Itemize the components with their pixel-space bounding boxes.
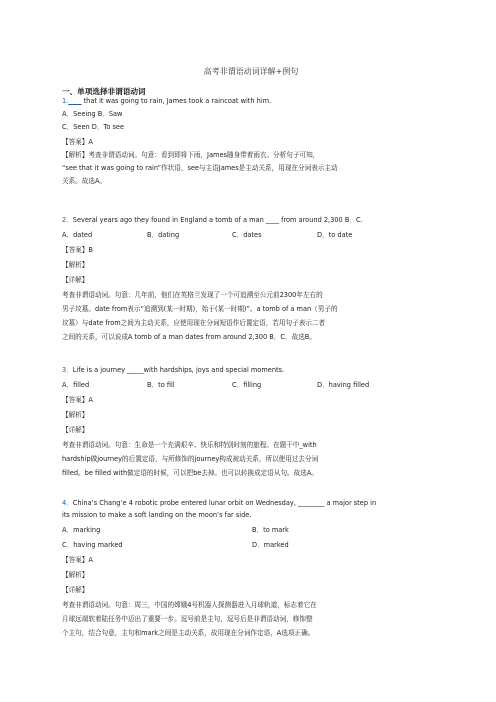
question-4-explanation-3: 个主句，结合句意，主句和mark之间是主动关系，故用现在分词作定语，A选项正确。 <box>62 629 315 637</box>
question-3-explanation-3: filled。be filled with做定语的时候，可以把be去掉。也可以转换成定语从句。故选A。 <box>62 469 318 477</box>
question-1-blank: ____ <box>68 97 82 105</box>
question-3-number: 3． <box>62 366 73 374</box>
question-3-analysis: 【解析】 <box>62 411 89 419</box>
question-4-explanation-1: 考查非谓语动词。句意：周三，中国的嫦娥4号机器人探测器进入月球轨道，标志着它在 <box>62 601 317 609</box>
question-4-number: 4． <box>62 499 73 507</box>
question-3-option-c: C．filling <box>232 381 262 389</box>
question-1-text: that it was going to rain, James took a raincoat with him. <box>81 97 272 105</box>
question-3-explanation-2: hardship做journey的后置定语，与所修饰的journey构成被动关系，所以使用过去分词 <box>62 455 319 463</box>
question-3-option-a: A．filled <box>62 381 90 389</box>
question-1-explanation-1: 【解析】考查非谓语动词。句意：看到即将下雨，James随身带着雨衣。分析句子可知， <box>62 151 320 159</box>
question-2-option-c: C．dates <box>232 231 262 239</box>
question-3-text: Life is a journey _____with hardships, joys and special moments. <box>72 366 285 374</box>
question-1-explanation-2: “see that it was going to rain”作状语，see与主语James是主动关系，用现在分词表示主动 <box>62 164 338 172</box>
question-4-option-d: D．marked <box>252 541 289 549</box>
question-3-option-b: B．to fill <box>147 381 175 389</box>
question-2-option-b: B．dating <box>147 231 180 239</box>
question-3-explanation-1: 考查非谓语动词。句意：生命是一个充满艰辛、快乐和特别时刻的旅程。在题干中_with <box>62 441 317 449</box>
question-1-explanation-3: 关系。故选A。 <box>62 177 107 185</box>
question-2-explanation-2: 男子坟墓。date from表示“追溯到(某一时期)，始于(某一时期)”。a tomb of a man（男子的 <box>62 305 338 313</box>
question-1-options-ab: A．Seeing B．Saw <box>62 110 123 118</box>
question-4-stem-2: its mission to make a soft landing on the moon’s far side. <box>62 511 252 519</box>
question-2-number: 2． <box>62 216 73 224</box>
document-title: 高考非谓语动词详解+例句 <box>203 67 299 76</box>
question-1-answer: 【答案】A <box>62 138 93 146</box>
question-4-analysis: 【解析】 <box>62 571 89 579</box>
question-3-answer: 【答案】A <box>62 396 93 404</box>
question-4-explanation-2: 月球远端软着陆任务中迈出了重要一步。逗号前是主句，逗号后是非谓语动词，修饰整 <box>62 615 313 623</box>
question-1-number: 1. <box>62 97 69 105</box>
section-heading: 一、单项选择非谓语动词 <box>62 87 146 96</box>
question-2-options <box>62 231 440 240</box>
question-4-option-c: C．having marked <box>62 541 123 549</box>
question-2-explanation-3: 坟墓）与date from之间为主动关系，应使用现在分词短语作后置定语，若用句子表示二者 <box>62 319 326 327</box>
question-4-options-row-1 <box>62 526 440 535</box>
question-2-option-a: A．dated <box>62 231 93 239</box>
question-1-options-cd: C．Seen D．To see <box>62 123 125 131</box>
question-2-explanation-1: 考查非谓语动词。句意：几年前，他们在英格兰发现了一个可追溯至公元前2300年左右的 <box>62 291 323 299</box>
question-2-option-d: D．to date <box>317 231 353 239</box>
question-4-text-1: China’s Chang’e 4 robotic probe entered lunar orbit on Wednesday, ________ a major step in <box>72 499 377 507</box>
question-2-answer: 【答案】B <box>62 246 93 254</box>
question-4-stem-1 <box>62 499 376 507</box>
question-2-detail: 【详解】 <box>62 276 89 284</box>
question-4-answer: 【答案】A <box>62 556 93 564</box>
question-2-explanation-4: 之间的关系，可以说成A tomb of a man dates from around 2,300 B．C．故选B。 <box>62 333 316 341</box>
question-2-stem <box>62 216 363 224</box>
question-3-option-d: D．having filled <box>317 381 370 389</box>
question-4-option-a: A．marking <box>62 526 101 534</box>
question-1-stem <box>62 97 271 105</box>
question-3-detail: 【详解】 <box>62 426 89 434</box>
question-4-detail: 【详解】 <box>62 586 89 594</box>
question-4-options-row-2 <box>62 541 440 550</box>
question-3-options <box>62 381 440 390</box>
question-2-text: Several years ago they found in England a tomb of a man ____ from around 2,300 B．C. <box>72 216 363 224</box>
question-2-analysis: 【解析】 <box>62 261 89 269</box>
question-4-option-b: B．to mark <box>252 526 289 534</box>
question-3-stem <box>62 366 284 374</box>
